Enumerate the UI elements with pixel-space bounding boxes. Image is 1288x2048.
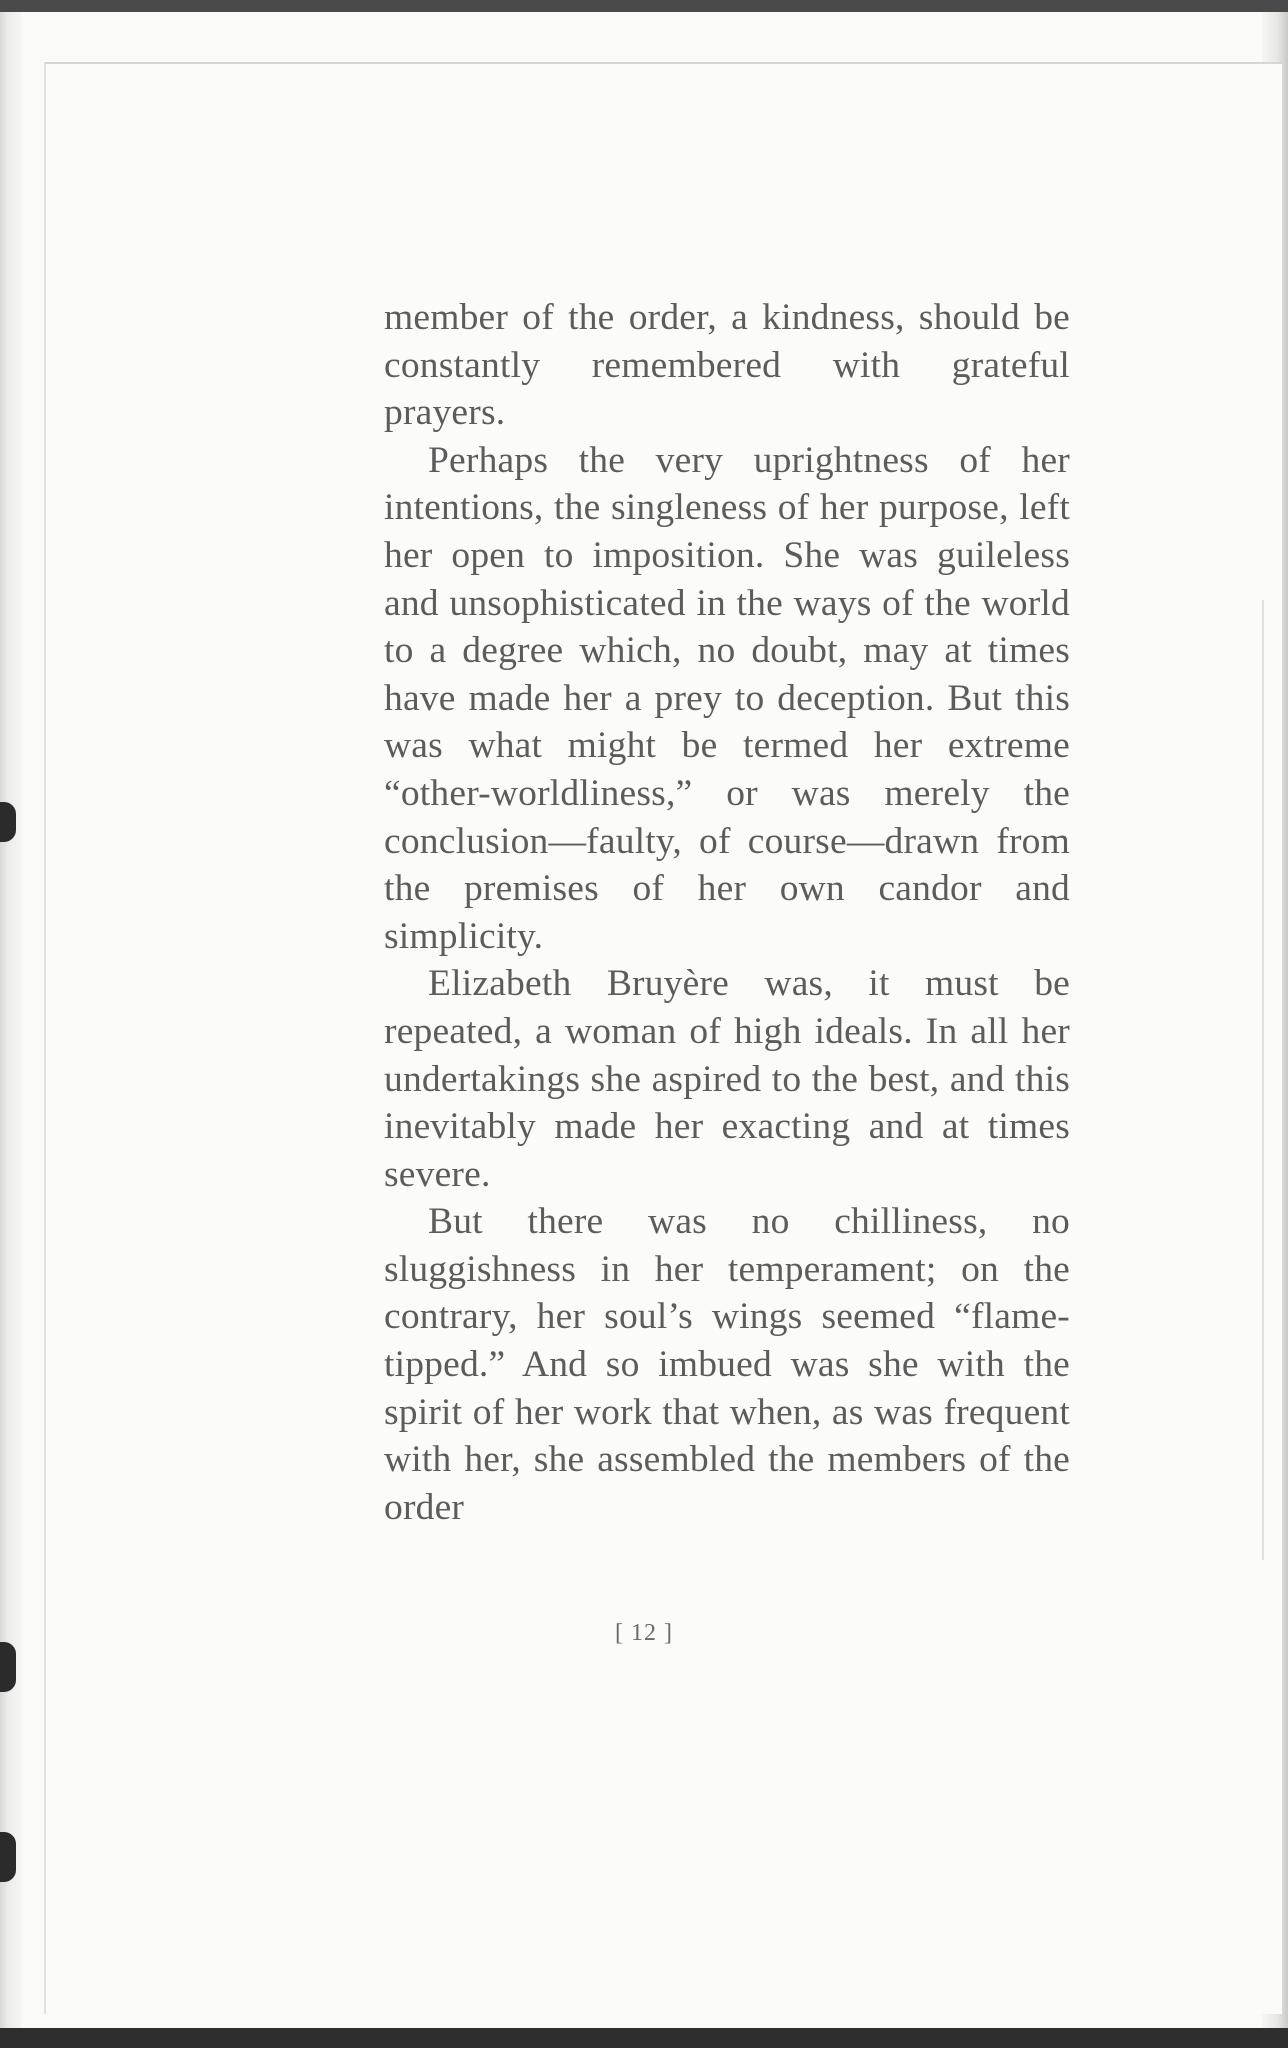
binding-notch <box>0 1642 16 1692</box>
page-number: [ 12 ] <box>615 1620 673 1646</box>
scan-bottom-border <box>0 2028 1288 2048</box>
paragraph-high-ideals: Elizabeth Bruyère was, it must be repeated, a woman of high ideals. In all her undertakings she aspired to the best, and this inevitably made her exacting and at times severe. <box>384 963 1070 1195</box>
paragraph-temperament: But there was no chilliness, no sluggishness in her temperament; on the contrary, her soul’s wings seemed “flame-tipped.” And so imbued was she with the spirit of her work that when, as was frequent with her, she assembled the members of the order <box>384 1201 1070 1528</box>
binding-notch <box>0 802 16 842</box>
body-text <box>384 294 1070 1531</box>
book-binding-edge <box>0 12 22 2028</box>
paragraph-uprightness: Perhaps the very uprightness of her intentions, the singleness of her purpose, left her open to imposition. She was guileless and unsophisticated in the ways of the world to a degree which, no doubt, may at times have made her a prey to deception. But this was what might be termed her extreme “other-worldliness,” or was merely the conclusion—faulty, of course—drawn from the premises of her own candor and simplicity. <box>384 439 1070 957</box>
page-fold-line <box>1262 600 1274 1560</box>
paragraph-continued: member of the order, a kindness, should be constantly remembered with grateful prayers. <box>384 297 1070 434</box>
binding-notch <box>0 1832 16 1882</box>
scan-top-border <box>0 0 1288 12</box>
